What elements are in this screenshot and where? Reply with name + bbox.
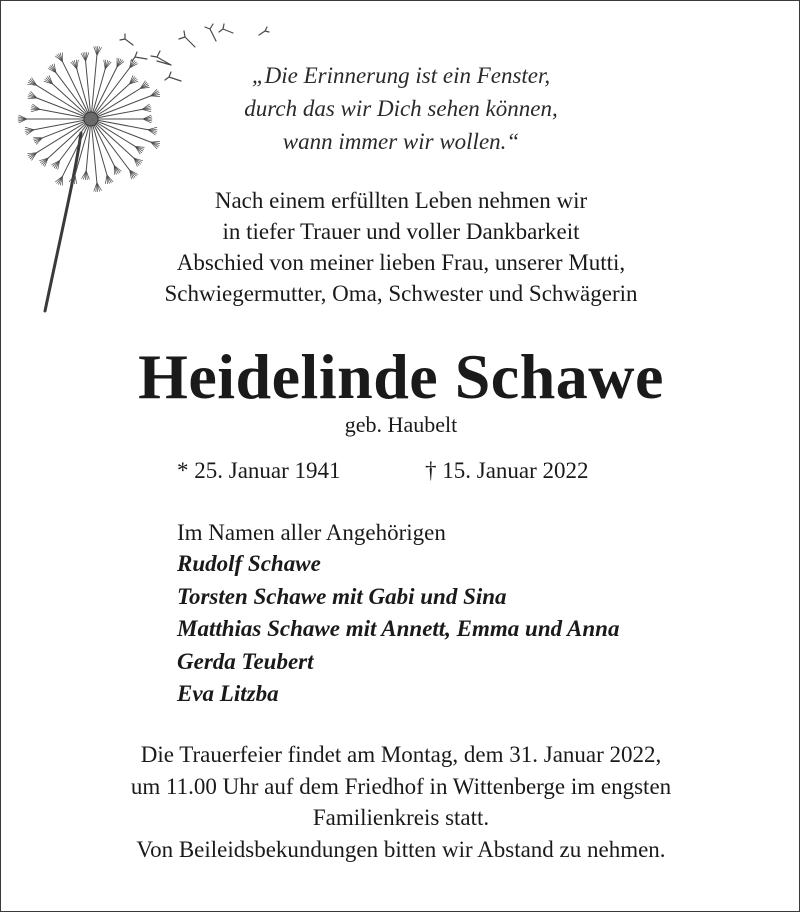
quote-line: „Die Erinnerung ist ein Fenster, bbox=[251, 63, 551, 88]
family-member: Torsten Schawe mit Gabi und Sina bbox=[177, 583, 507, 609]
birth-date: * 25. Januar 1941 bbox=[177, 458, 341, 483]
death-date: † 15. Januar 2022 bbox=[425, 458, 589, 483]
intro-line: Schwiegermutter, Oma, Schwester und Schwägerin bbox=[164, 281, 638, 306]
memorial-quote bbox=[191, 59, 611, 158]
funeral-info bbox=[41, 739, 761, 865]
intro-line: Abschied von meiner lieben Frau, unserer Mutti, bbox=[176, 250, 626, 275]
funeral-line: Von Beileidsbekundungen bitten wir Abstand zu nehmen. bbox=[136, 836, 666, 862]
funeral-line: um 11.00 Uhr auf dem Friedhof in Wittenberge im engsten bbox=[130, 773, 672, 799]
intro-line: Nach einem erfüllten Leben nehmen wir bbox=[214, 188, 588, 213]
funeral-line: Familienkreis statt. bbox=[312, 805, 490, 830]
maiden-name: geb. Haubelt bbox=[344, 412, 458, 437]
announcement-intro bbox=[71, 185, 731, 309]
family-member: Rudolf Schawe bbox=[177, 551, 321, 576]
family-list bbox=[177, 548, 757, 711]
family-member: Gerda Teubert bbox=[177, 648, 314, 674]
family-member: Matthias Schawe mit Annett, Emma und Anna bbox=[177, 616, 620, 641]
intro-line: in tiefer Trauer und voller Dankbarkeit bbox=[222, 219, 580, 244]
quote-line: durch das wir Dich sehen können, bbox=[244, 96, 558, 121]
family-member: Eva Litzba bbox=[177, 681, 279, 706]
deceased-name: Heidelinde Schawe bbox=[138, 341, 664, 412]
family-section bbox=[177, 517, 757, 711]
funeral-line: Die Trauerfeier findet am Montag, dem 31. Januar 2022, bbox=[140, 742, 662, 767]
family-intro: Im Namen aller Angehörigen bbox=[177, 520, 446, 545]
quote-line: wann immer wir wollen.“ bbox=[282, 129, 520, 154]
